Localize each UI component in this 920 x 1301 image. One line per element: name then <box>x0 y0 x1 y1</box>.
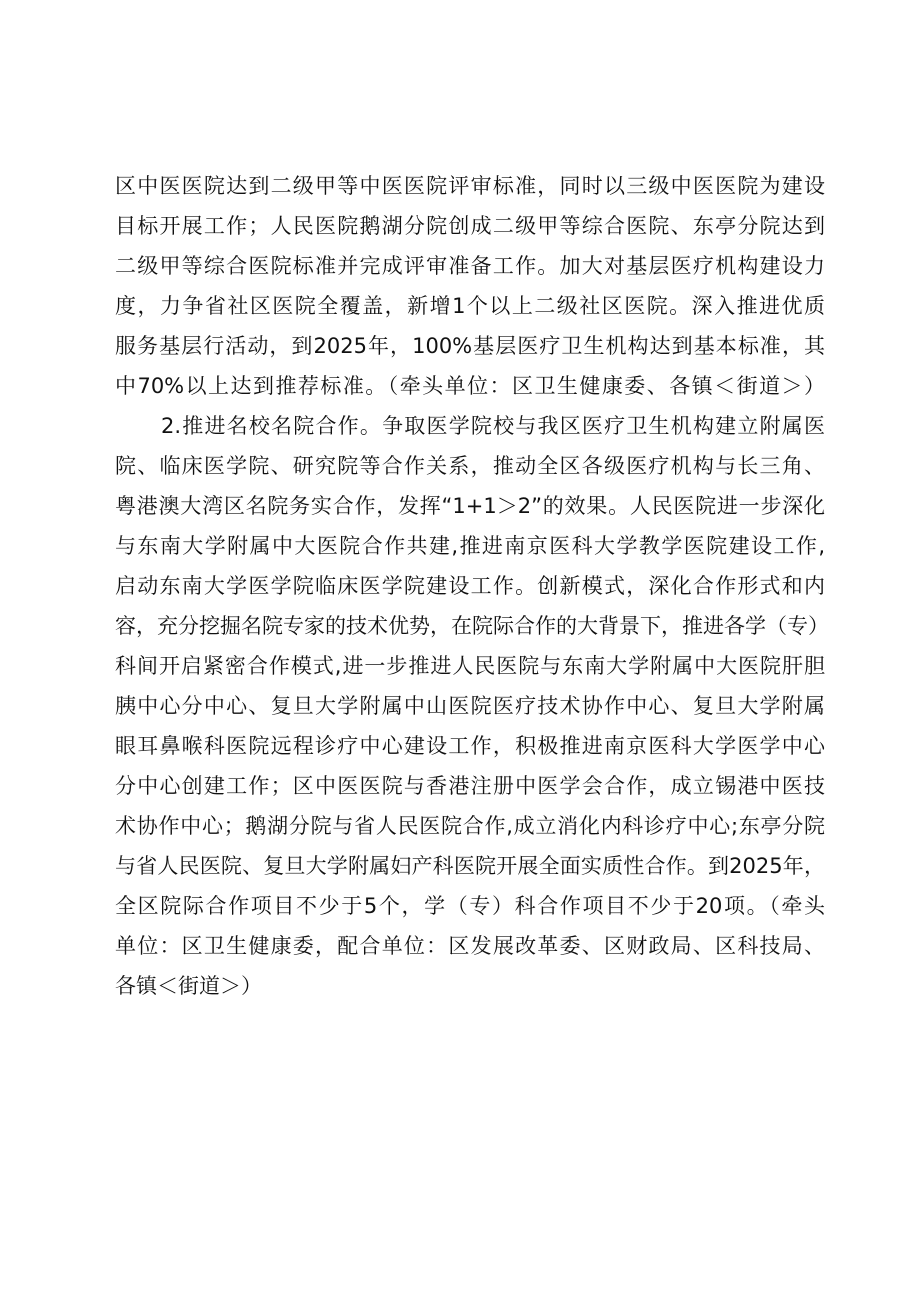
text-line: 眼耳鼻喉科医院远程诊疗中心建设工作，积极推进南京医科大学医学中心 <box>115 734 825 758</box>
text-line: 科间开启紧密合作模式,进一步推进人民医院与东南大学附属中大医院肝胆 <box>115 654 825 678</box>
text-line: 容，充分挖掘名院专家的技术优势，在院际合作的大背景下，推进各学（专） <box>115 614 829 638</box>
text-line: 2.推进名校名院合作。争取医学院校与我区医疗卫生机构建立附属医 <box>161 414 825 438</box>
text-line: 二级甲等综合医院标准并完成评审准备工作。加大对基层医疗机构建设力 <box>115 254 825 278</box>
text-line: 术协作中心；鹅湖分院与省人民医院合作,成立消化内科诊疗中心;东亭分院 <box>115 814 825 838</box>
paragraph-1 <box>115 166 825 406</box>
text-line: 与省人民医院、复旦大学附属妇产科医院开展全面实质性合作。到2025年， <box>115 854 825 878</box>
text-line: 胰中心分中心、复旦大学附属中山医院医疗技术协作中心、复旦大学附属 <box>115 694 825 718</box>
paragraph-2 <box>115 406 829 1006</box>
text-line: 单位：区卫生健康委，配合单位：区发展改革委、区财政局、区科技局、 <box>115 934 825 958</box>
text-line: 区中医医院达到二级甲等中医医院评审标准，同时以三级中医医院为建设 <box>115 174 825 198</box>
text-line: 各镇＜街道＞） <box>115 974 262 998</box>
text-line: 分中心创建工作；区中医医院与香港注册中医学会合作，成立锡港中医技 <box>115 774 825 798</box>
text-line: 启动东南大学医学院临床医学院建设工作。创新模式，深化合作形式和内 <box>115 574 825 598</box>
text-line: 服务基层行活动，到2025年，100%基层医疗卫生机构达到基本标准，其 <box>115 334 825 358</box>
document-body <box>115 166 829 1006</box>
text-line: 度，力争省社区医院全覆盖，新增1个以上二级社区医院。深入推进优质 <box>115 294 825 318</box>
text-line: 中70%以上达到推荐标准。（牵头单位：区卫生健康委、各镇＜街道＞） <box>115 374 825 398</box>
text-line: 与东南大学附属中大医院合作共建,推进南京医科大学教学医院建设工作, <box>115 534 825 558</box>
text-line: 院、临床医学院、研究院等合作关系，推动全区各级医疗机构与长三角、 <box>115 454 825 478</box>
text-line: 全区院际合作项目不少于5个，学（专）科合作项目不少于20项。（牵头 <box>115 894 825 918</box>
text-line: 目标开展工作；人民医院鹅湖分院创成二级甲等综合医院、东亭分院达到 <box>115 214 825 238</box>
text-line: 粤港澳大湾区名院务实合作，发挥“1+1＞2”的效果。人民医院进一步深化 <box>115 494 825 518</box>
